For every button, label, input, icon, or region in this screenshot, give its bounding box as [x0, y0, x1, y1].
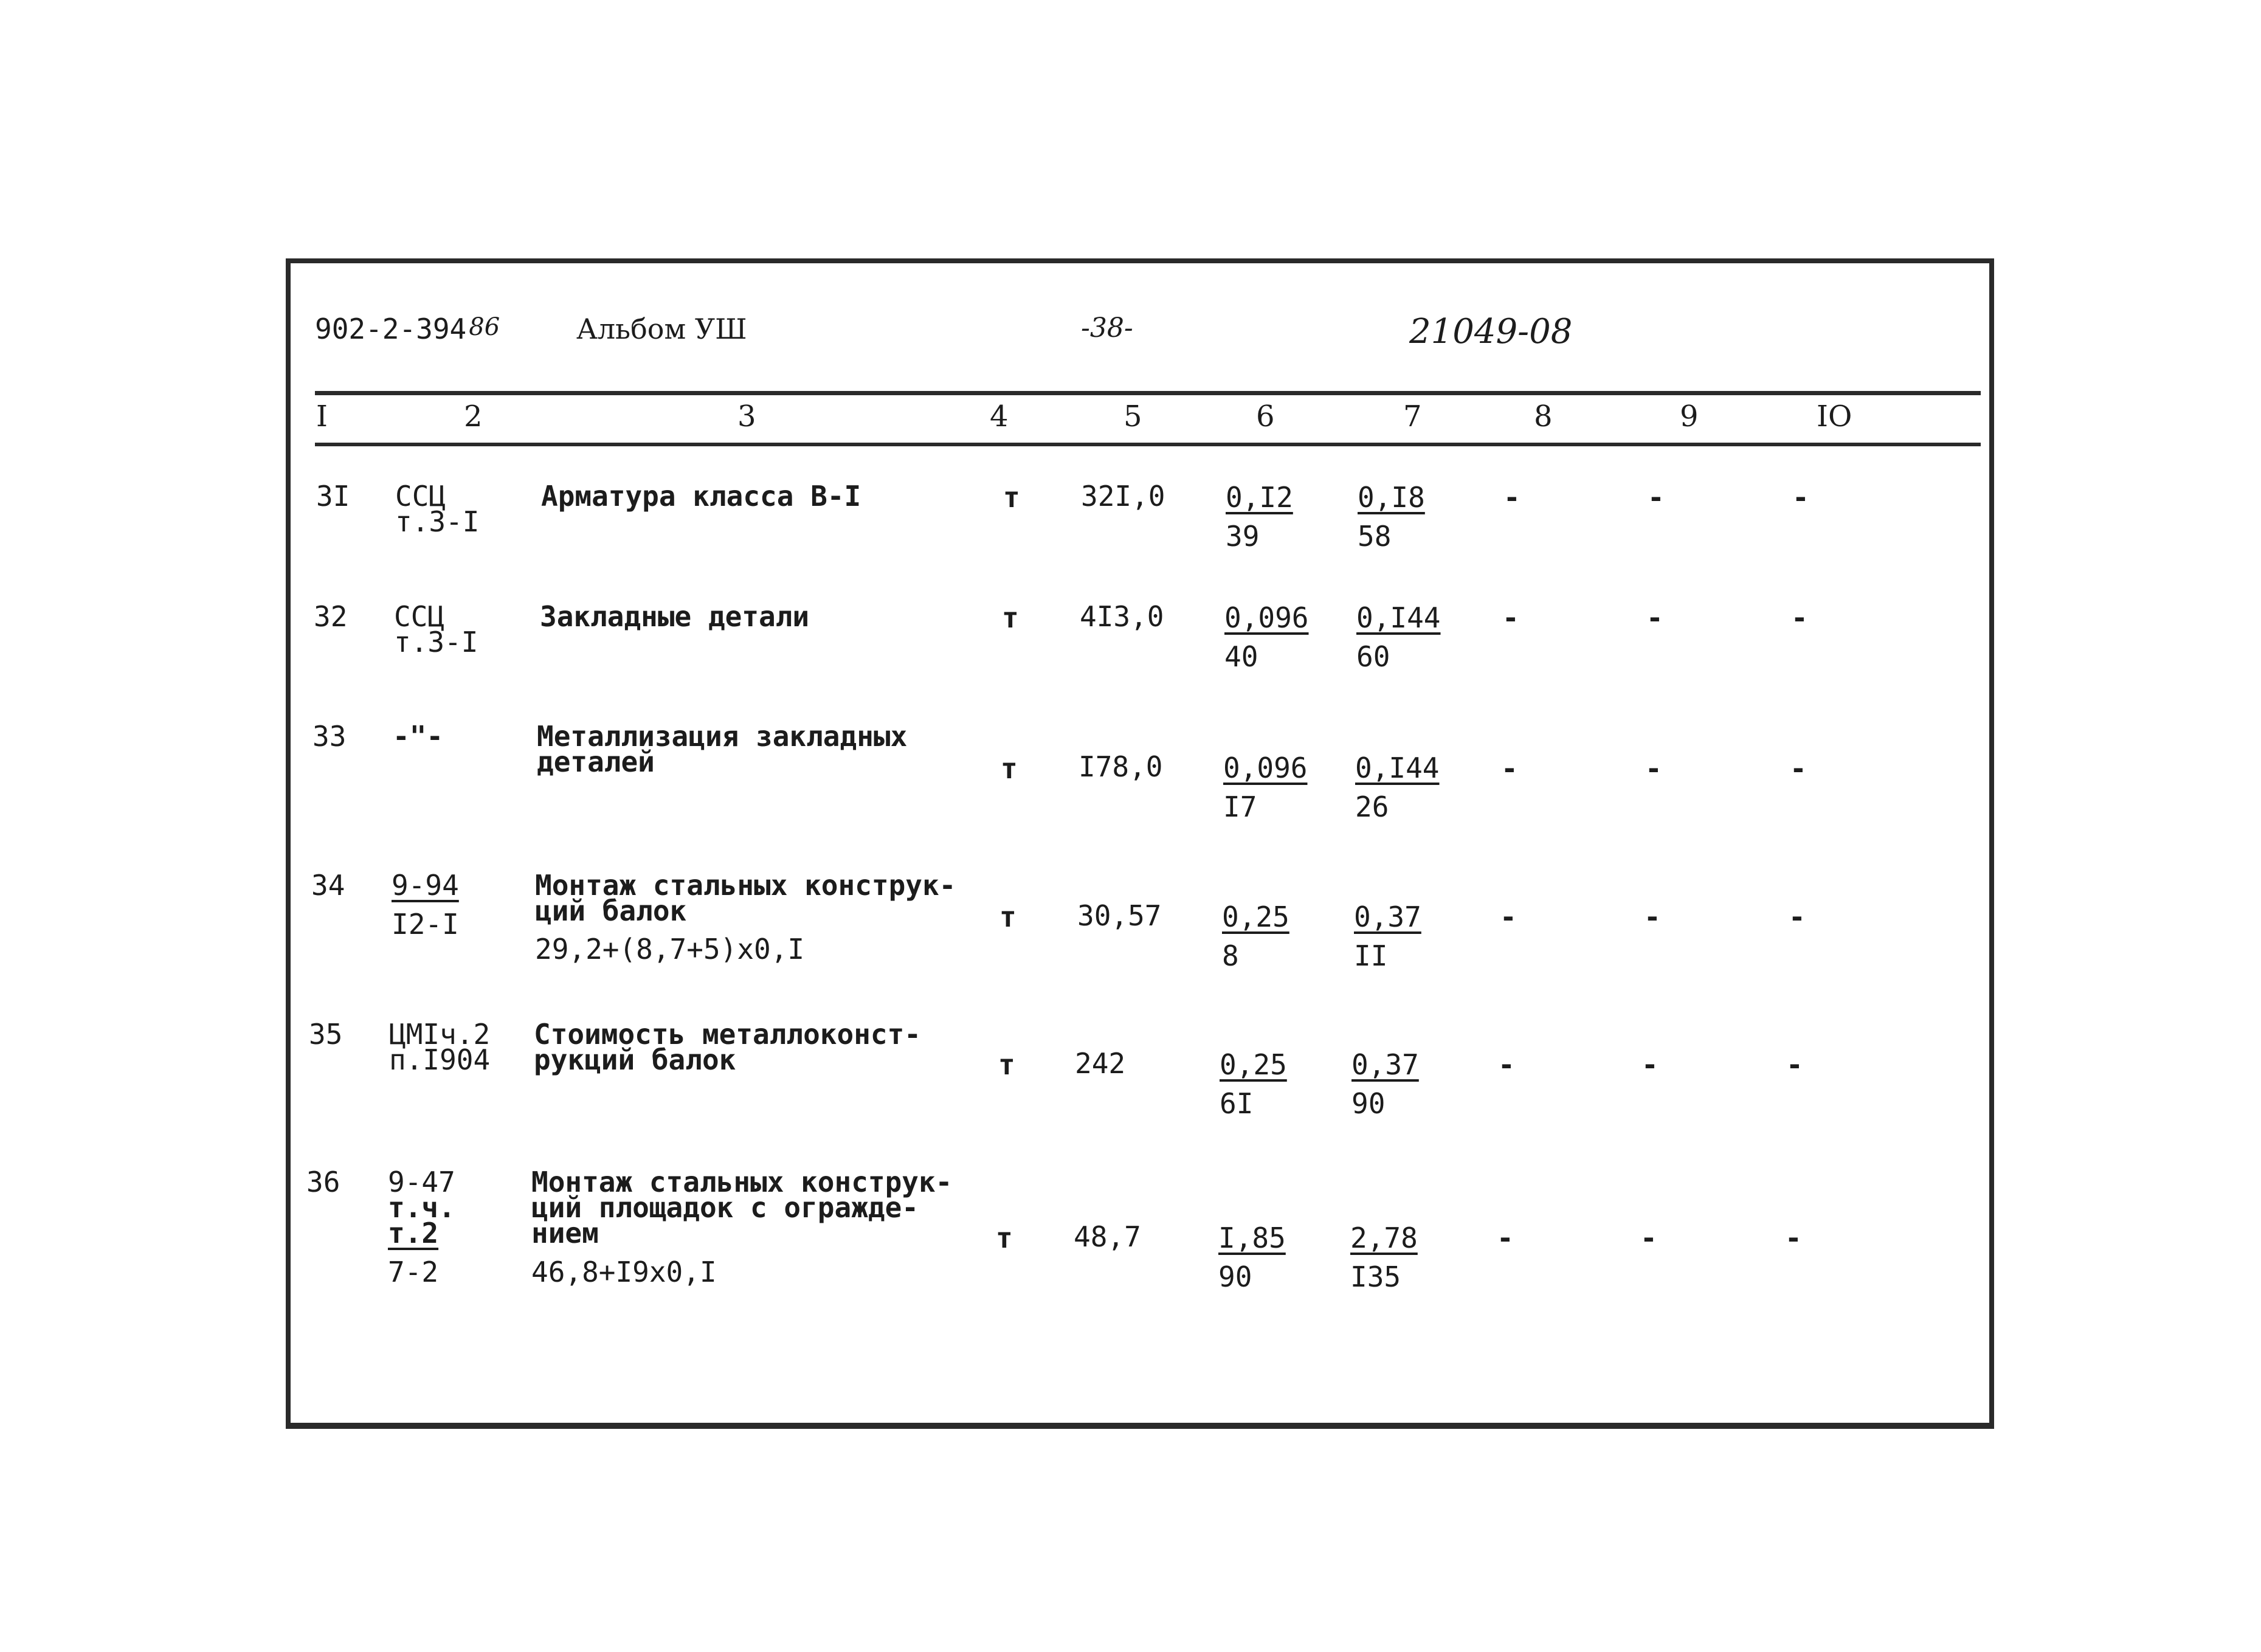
row-quantity: 242: [1075, 1047, 1126, 1080]
col-number-2: 2: [464, 399, 483, 434]
doc-code-suffix: 86: [469, 313, 500, 341]
row-quantity: 30,57: [1077, 899, 1162, 932]
row-unit: т: [1002, 601, 1019, 634]
row-col8-value: -: [1502, 601, 1519, 634]
row-col7-total: 58: [1358, 520, 1392, 553]
row-unit: т: [1001, 752, 1018, 785]
row-description-line: Монтаж стальных конструк-: [535, 869, 956, 902]
row-col8-value: -: [1501, 752, 1518, 785]
row-col6-total: 6I: [1220, 1087, 1254, 1120]
row-number: 36: [306, 1166, 340, 1198]
col-number-7: 7: [1403, 399, 1422, 434]
row-description-line: Закладные детали: [540, 600, 810, 633]
row-reference-line: т.3-I: [394, 626, 478, 658]
row-col6-rate: 0,096: [1223, 752, 1308, 784]
row-reference-line: 9-47: [388, 1166, 455, 1198]
row-col7-total: 26: [1355, 790, 1389, 823]
row-col7-rate: 2,78: [1350, 1222, 1418, 1254]
row-number: 34: [311, 869, 345, 902]
album-label: Альбом УШ: [576, 313, 747, 345]
row-reference-line: ЦМIч.2: [389, 1018, 491, 1051]
ref-number: 21049-08: [1409, 312, 1573, 351]
row-quantity: 32I,0: [1081, 480, 1165, 513]
row-description-line: Металлизация закладных: [537, 720, 908, 753]
row-col10-value: -: [1791, 601, 1808, 634]
row-col10-value: -: [1789, 900, 1806, 933]
row-number: 33: [312, 720, 347, 753]
row-col7-rate: 0,I44: [1356, 601, 1441, 634]
row-col7-rate: 0,37: [1351, 1048, 1419, 1081]
doc-code: [315, 315, 500, 343]
row-col9-value: -: [1640, 1222, 1657, 1254]
row-quantity: I78,0: [1079, 750, 1163, 783]
row-description-line: ций площадок с огражде-: [531, 1191, 919, 1224]
row-description-line: рукций балок: [534, 1043, 736, 1076]
row-col6-rate: I,85: [1218, 1222, 1286, 1254]
row-unit: т: [998, 1048, 1015, 1081]
row-col6-total: 8: [1222, 939, 1239, 972]
row-col7-rate: 0,I44: [1355, 752, 1440, 784]
row-col8-value: -: [1498, 1048, 1515, 1081]
col-number-4: 4: [990, 399, 1009, 434]
row-reference-line: т.3-I: [395, 505, 480, 538]
header-rule-bottom: [315, 443, 1981, 446]
row-col10-value: -: [1790, 752, 1807, 785]
row-reference-line: ССЦ: [394, 600, 445, 633]
row-reference-line: т.2: [388, 1217, 439, 1249]
row-col6-rate: 0,I2: [1226, 481, 1293, 514]
row-quantity: 4I3,0: [1080, 600, 1164, 633]
row-quantity: 48,7: [1074, 1220, 1141, 1253]
row-unit: т: [999, 900, 1017, 933]
row-col10-value: -: [1786, 1048, 1803, 1081]
row-col7-rate: 0,I8: [1358, 481, 1425, 514]
row-reference-line: 7-2: [388, 1256, 439, 1288]
row-reference-line: п.I904: [389, 1043, 491, 1076]
col-number-8: 8: [1534, 399, 1553, 434]
row-col7-total: 90: [1351, 1087, 1386, 1120]
row-col6-rate: 0,25: [1222, 900, 1289, 933]
row-col9-value: -: [1645, 752, 1662, 785]
header-rule-top: [315, 391, 1981, 395]
row-description-line: Арматура класса В-I: [541, 480, 861, 513]
row-col7-total: I35: [1350, 1260, 1401, 1293]
row-col6-rate: 0,25: [1220, 1048, 1287, 1081]
row-col8-value: -: [1503, 481, 1521, 514]
row-reference-line: 9-94: [392, 869, 459, 902]
row-col8-value: -: [1500, 900, 1517, 933]
row-number: 35: [309, 1018, 343, 1051]
row-description-line: нием: [531, 1217, 599, 1249]
page-number: -38-: [1081, 313, 1133, 344]
row-col10-value: -: [1785, 1222, 1802, 1254]
row-col7-total: 60: [1356, 640, 1390, 673]
row-formula: 29,2+(8,7+5)x0,I: [535, 933, 805, 966]
row-col9-value: -: [1644, 900, 1661, 933]
row-number: 3I: [316, 480, 350, 513]
col-number-5: 5: [1124, 399, 1142, 434]
estimate-sheet: [286, 258, 1994, 1429]
row-reference-line: ССЦ: [395, 480, 446, 513]
col-number-6: 6: [1256, 399, 1275, 434]
row-unit: т: [996, 1222, 1013, 1254]
row-col6-total: 39: [1226, 520, 1260, 553]
col-number-1: I: [316, 399, 328, 434]
doc-code-main: 902-2-394: [315, 313, 467, 345]
row-reference-line: т.ч.: [388, 1191, 455, 1224]
row-description-line: деталей: [537, 745, 655, 778]
row-number: 32: [314, 600, 348, 633]
row-col6-rate: 0,096: [1224, 601, 1309, 634]
row-col9-value: -: [1646, 601, 1663, 634]
row-col6-total: I7: [1223, 790, 1257, 823]
row-col9-value: -: [1641, 1048, 1659, 1081]
row-description-line: Стоимость металлоконст-: [534, 1018, 921, 1051]
row-col8-value: -: [1497, 1222, 1514, 1254]
row-description-line: Монтаж стальных конструк-: [531, 1166, 953, 1198]
row-reference-line: -"-: [393, 720, 444, 753]
col-number-10: IO: [1817, 399, 1852, 434]
row-formula: 46,8+I9x0,I: [531, 1256, 717, 1288]
row-col10-value: -: [1792, 481, 1809, 514]
row-unit: т: [1003, 481, 1020, 514]
row-col6-total: 40: [1224, 640, 1258, 673]
row-col7-rate: 0,37: [1354, 900, 1421, 933]
row-reference-line: I2-I: [392, 908, 459, 941]
col-number-9: 9: [1680, 399, 1699, 434]
col-number-3: 3: [737, 399, 756, 434]
row-col6-total: 90: [1218, 1260, 1252, 1293]
row-col9-value: -: [1648, 481, 1665, 514]
row-description-line: ций балок: [535, 894, 687, 927]
row-col7-total: II: [1354, 939, 1388, 972]
